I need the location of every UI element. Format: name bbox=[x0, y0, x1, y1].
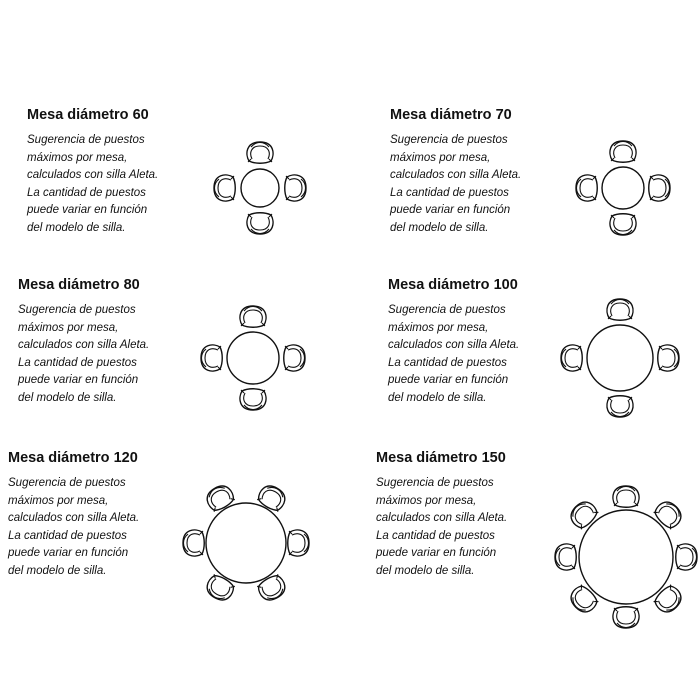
table-title: Mesa diámetro 80 bbox=[18, 277, 140, 293]
description-line: calculados con silla Aleta. bbox=[8, 512, 140, 524]
description-line: máximos por mesa, bbox=[27, 151, 128, 164]
description-line: máximos por mesa, bbox=[8, 494, 109, 507]
description-line: máximos por mesa, bbox=[18, 321, 119, 334]
description-line: La cantidad de puestos bbox=[390, 186, 509, 199]
chair-icon bbox=[613, 486, 639, 507]
description-line: Sugerencia de puestos bbox=[388, 304, 506, 316]
table-title: Mesa diámetro 60 bbox=[27, 107, 149, 123]
description-line: máximos por mesa, bbox=[388, 321, 489, 334]
description-line: La cantidad de puestos bbox=[376, 529, 495, 542]
description-line: calculados con silla Aleta. bbox=[388, 339, 520, 351]
chair-icon bbox=[555, 544, 576, 570]
description-line: calculados con silla Aleta. bbox=[390, 169, 522, 181]
round-table bbox=[579, 510, 673, 604]
description-line: máximos por mesa, bbox=[390, 151, 491, 164]
table-title: Mesa diámetro 70 bbox=[390, 107, 512, 123]
description-line: del modelo de silla. bbox=[376, 564, 475, 577]
table-title: Mesa diámetro 100 bbox=[388, 277, 518, 293]
description-line: del modelo de silla. bbox=[27, 221, 126, 234]
description-line: puede variar en función bbox=[27, 204, 148, 216]
description-line: La cantidad de puestos bbox=[8, 529, 127, 542]
table-title: Mesa diámetro 120 bbox=[8, 450, 138, 466]
description-line: calculados con silla Aleta. bbox=[27, 169, 159, 181]
description-line: puede variar en función bbox=[8, 547, 129, 559]
table-title: Mesa diámetro 150 bbox=[376, 450, 506, 466]
description-line: Sugerencia de puestos bbox=[390, 134, 508, 146]
chair-icon bbox=[676, 544, 697, 570]
description-line: Sugerencia de puestos bbox=[18, 304, 136, 316]
description-line: puede variar en función bbox=[376, 547, 497, 559]
description-line: puede variar en función bbox=[390, 204, 511, 216]
description-line: La cantidad de puestos bbox=[27, 186, 146, 199]
description-line: máximos por mesa, bbox=[376, 494, 477, 507]
description-line: La cantidad de puestos bbox=[388, 356, 507, 369]
description-line: Sugerencia de puestos bbox=[8, 477, 126, 489]
description-line: del modelo de silla. bbox=[390, 221, 489, 234]
description-line: Sugerencia de puestos bbox=[376, 477, 494, 489]
chair-icon bbox=[613, 607, 639, 628]
description-line: del modelo de silla. bbox=[18, 391, 117, 404]
description-line: Sugerencia de puestos bbox=[27, 134, 145, 146]
description-line: calculados con silla Aleta. bbox=[376, 512, 508, 524]
description-line: La cantidad de puestos bbox=[18, 356, 137, 369]
description-line: del modelo de silla. bbox=[8, 564, 107, 577]
description-line: puede variar en función bbox=[388, 374, 509, 386]
description-line: del modelo de silla. bbox=[388, 391, 487, 404]
description-line: puede variar en función bbox=[18, 374, 139, 386]
description-line: calculados con silla Aleta. bbox=[18, 339, 150, 351]
